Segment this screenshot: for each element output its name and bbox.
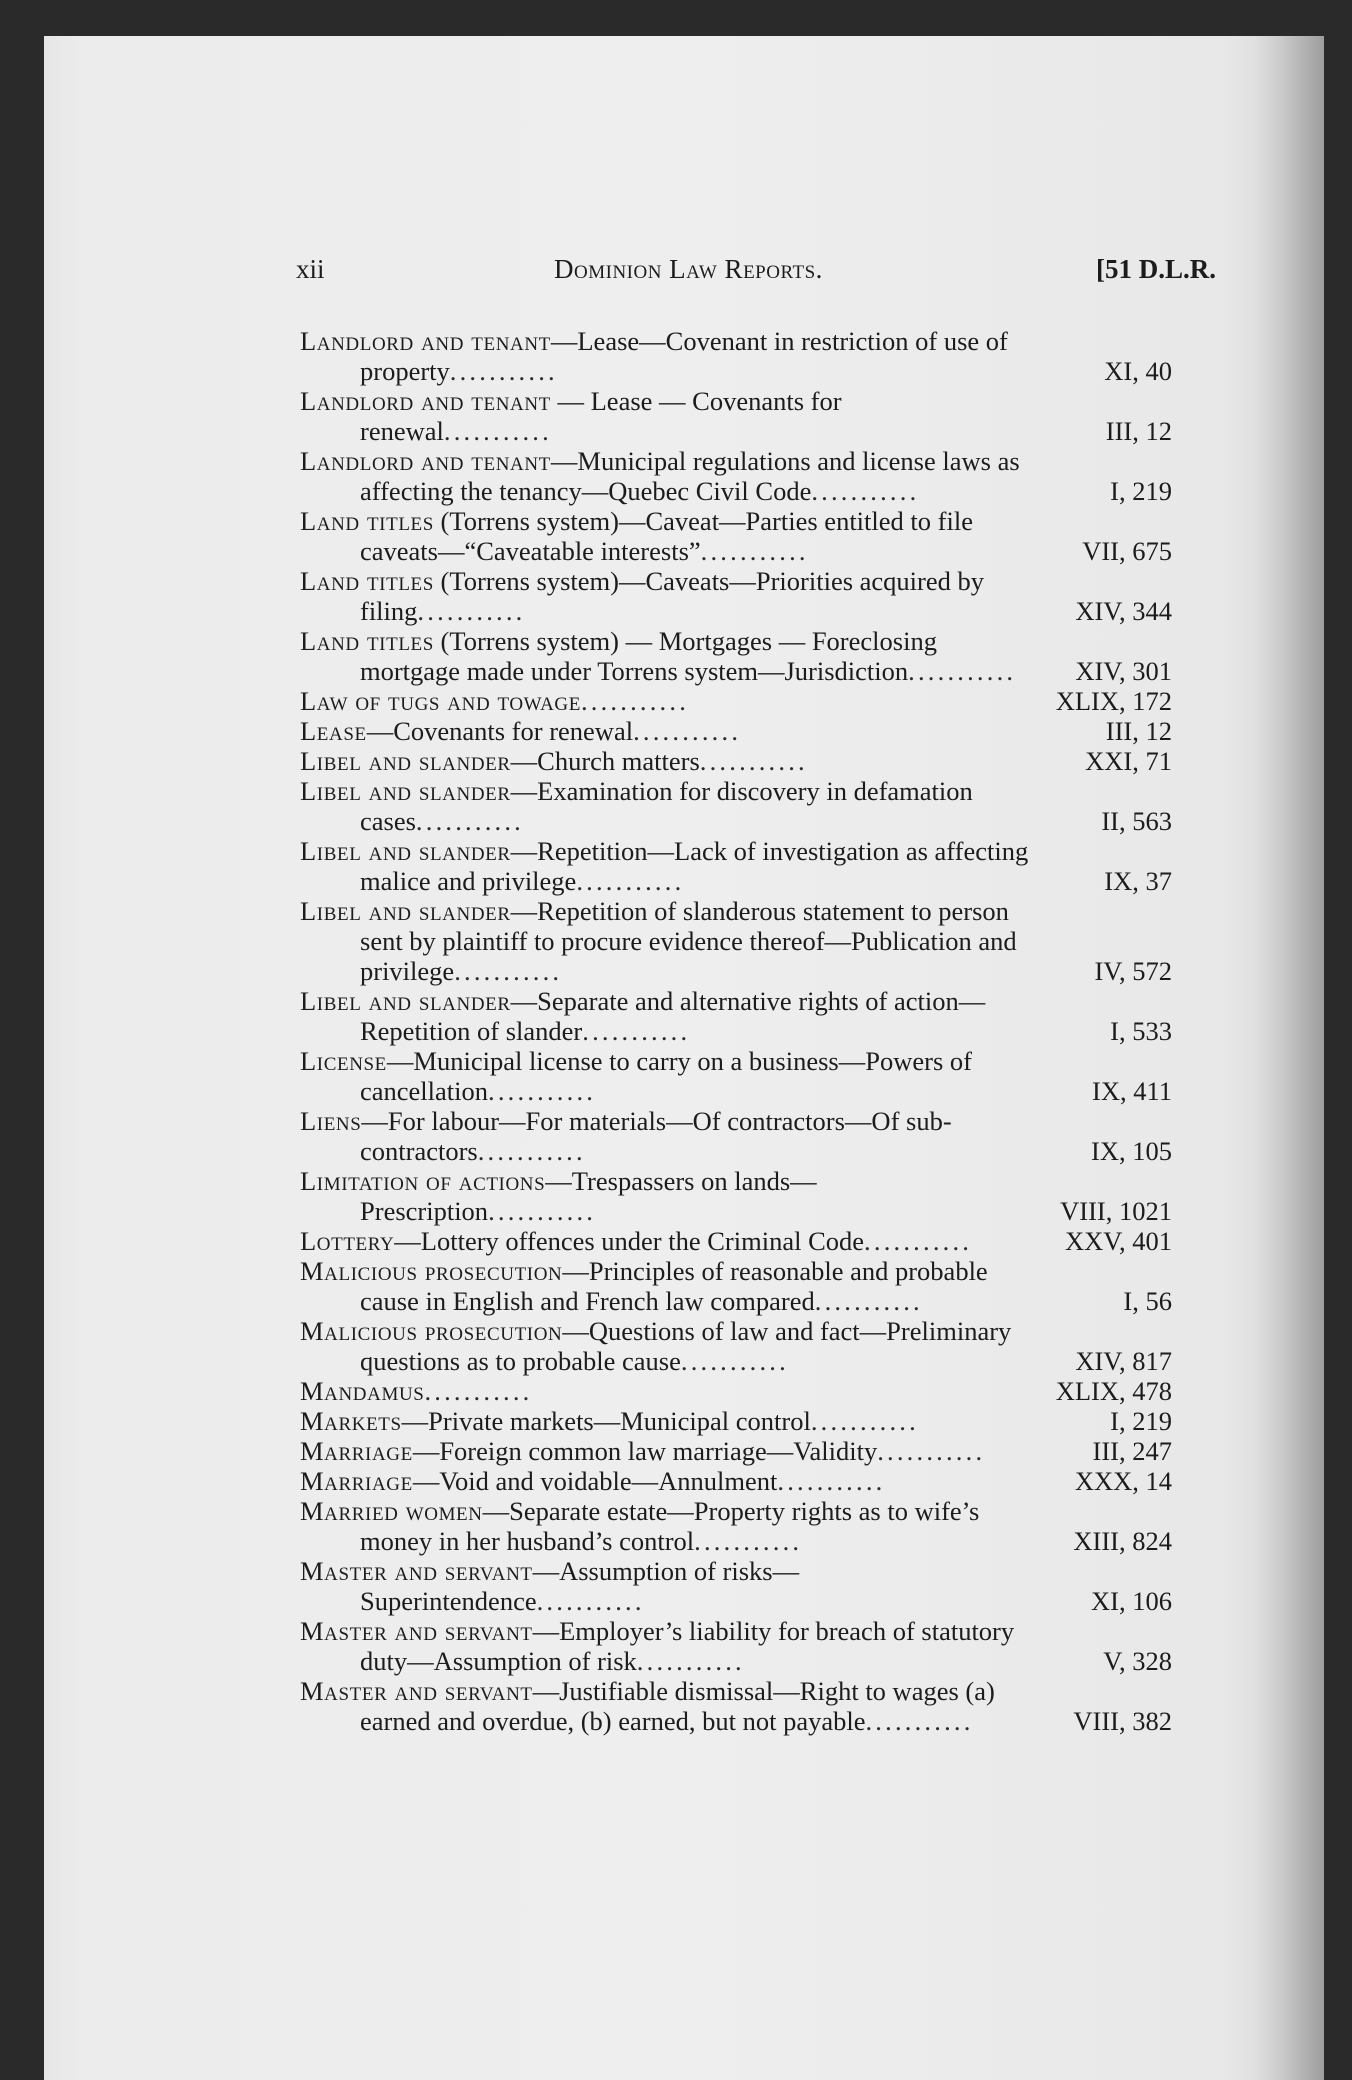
index-entries (300, 326, 1172, 1736)
leader-dots: ........... (633, 716, 742, 746)
entry-citation: VIII, 1021 (1060, 1196, 1172, 1226)
entry-heading: Married women (300, 1496, 483, 1526)
index-entry (300, 1406, 1172, 1436)
index-entry (300, 626, 1172, 686)
entry-description: (Torrens system) — Mortgages — Foreclosing mortgage made under Torrens system—Jurisdiction (360, 626, 937, 686)
entry-heading: Libel and slander (300, 746, 511, 776)
index-entry (300, 386, 1172, 446)
entry-heading: Master and servant (300, 1556, 533, 1586)
entry-heading: Markets (300, 1406, 402, 1436)
entry-heading: Liens (300, 1106, 362, 1136)
volume-reference: [51 D.L.R. (1096, 254, 1216, 284)
entry-citation: XXI, 71 (1085, 746, 1172, 776)
index-entry (300, 446, 1172, 506)
entry-heading: Land titles (300, 566, 434, 596)
entry-description: —Questions of law and fact—Preliminary questions as to probable cause (360, 1316, 1012, 1376)
entry-heading: Landlord and tenant (300, 326, 551, 356)
entry-heading: License (300, 1046, 387, 1076)
entry-citation: IX, 105 (1091, 1136, 1172, 1166)
leader-dots: ........... (536, 1586, 645, 1616)
entry-citation: I, 56 (1123, 1286, 1172, 1316)
entry-citation: IV, 572 (1094, 956, 1172, 986)
leader-dots: ........... (877, 1436, 986, 1466)
entry-heading: Libel and slander (300, 986, 511, 1016)
entry-description: —Assumption of risks—Superintendence (360, 1556, 800, 1616)
entry-citation: III, 12 (1105, 416, 1172, 446)
entry-description: —Lottery offences under the Criminal Code (394, 1226, 865, 1256)
index-entry (300, 566, 1172, 626)
index-entry (300, 1256, 1172, 1316)
page-edge-shadow (1254, 36, 1324, 2080)
entry-heading: Master and servant (300, 1676, 533, 1706)
index-entry (300, 686, 1172, 716)
entry-heading: Lease (300, 716, 367, 746)
entry-heading: Land titles (300, 626, 434, 656)
entry-heading: Master and servant (300, 1616, 533, 1646)
leader-dots: ........... (810, 1406, 919, 1436)
entry-description: —Lease—Covenant in restriction of use of property (360, 326, 1008, 386)
entry-heading: Lottery (300, 1226, 395, 1256)
leader-dots: ........... (700, 536, 809, 566)
leader-dots: ........... (417, 596, 526, 626)
entry-description: —Repetition of slanderous statement to person sent by plaintiff to procure evidence thereof—Publication and privilege (360, 896, 1017, 986)
entry-citation: XIV, 817 (1075, 1346, 1172, 1376)
entry-description: —Municipal license to carry on a business—Powers of cancellation (360, 1046, 972, 1106)
entry-description: — Lease — Covenants for renewal (360, 386, 842, 446)
entry-heading: Malicious prosecution (300, 1256, 563, 1286)
entry-heading: Landlord and tenant (300, 386, 551, 416)
leader-dots: ........... (636, 1646, 745, 1676)
entry-heading: Libel and slander (300, 776, 511, 806)
entry-description: —Examination for discovery in defamation cases (360, 776, 973, 836)
leader-dots: ........... (488, 1196, 597, 1226)
entry-description: —Principles of reasonable and probable cause in English and French law compared (360, 1256, 988, 1316)
leader-dots: ........... (865, 1706, 974, 1736)
entry-heading: Land titles (300, 506, 434, 536)
entry-description: —Separate and alternative rights of action—Repetition of slander (360, 986, 986, 1046)
leader-dots: ........... (449, 356, 558, 386)
entry-citation: V, 328 (1103, 1646, 1172, 1676)
leader-dots: ........... (699, 746, 808, 776)
index-entry (300, 896, 1172, 986)
entry-citation: XIII, 824 (1073, 1526, 1172, 1556)
entry-heading: Marriage (300, 1466, 413, 1496)
book-page (44, 36, 1324, 2080)
entry-description: —Separate estate—Property rights as to wife’s money in her husband’s control (360, 1496, 980, 1556)
entry-citation: XIV, 301 (1075, 656, 1172, 686)
entry-citation: VIII, 382 (1073, 1706, 1172, 1736)
entry-description: —Void and voidable—Annulment (412, 1466, 778, 1496)
entry-heading: Limitation of actions (300, 1166, 546, 1196)
index-entry (300, 1106, 1172, 1166)
entry-heading: Marriage (300, 1436, 413, 1466)
index-entry (300, 1166, 1172, 1226)
leader-dots: ........... (680, 1346, 789, 1376)
leader-dots: ........... (576, 866, 685, 896)
entry-citation: XI, 106 (1091, 1586, 1172, 1616)
leader-dots: ........... (777, 1466, 886, 1496)
index-entry (300, 1436, 1172, 1466)
entry-heading: Libel and slander (300, 836, 511, 866)
entry-heading: Law of tugs and towage (300, 686, 581, 716)
index-entry (300, 1676, 1172, 1736)
leader-dots: ........... (443, 416, 552, 446)
leader-dots: ........... (415, 806, 524, 836)
entry-description: —For labour—For materials—Of contractors—Of sub-contractors (360, 1106, 952, 1166)
leader-dots: ........... (424, 1376, 533, 1406)
entry-description: (Torrens system)—Caveat—Parties entitled to file caveats—“Caveatable interests” (360, 506, 973, 566)
entry-description: —Covenants for renewal (366, 716, 634, 746)
leader-dots: ........... (488, 1076, 597, 1106)
entry-citation: XXX, 14 (1074, 1466, 1172, 1496)
index-entry (300, 746, 1172, 776)
leader-dots: ........... (580, 686, 690, 716)
entry-citation: IX, 411 (1092, 1076, 1172, 1106)
entry-description: —Employer’s liability for breach of statutory duty—Assumption of risk (360, 1616, 1015, 1676)
entry-heading: Libel and slander (300, 896, 511, 926)
entry-description: —Foreign common law marriage—Validity (412, 1436, 878, 1466)
index-entry (300, 1046, 1172, 1106)
index-entry (300, 326, 1172, 386)
index-entry (300, 1496, 1172, 1556)
entry-citation: VII, 675 (1082, 536, 1172, 566)
entry-citation: III, 12 (1105, 716, 1172, 746)
leader-dots: ........... (694, 1526, 803, 1556)
entry-heading: Landlord and tenant (300, 446, 551, 476)
leader-dots: ........... (811, 476, 920, 506)
index-entry (300, 716, 1172, 746)
leader-dots: ........... (477, 1136, 586, 1166)
index-entry (300, 836, 1172, 896)
leader-dots: ........... (908, 656, 1017, 686)
entry-heading: Mandamus (300, 1376, 425, 1406)
page-number: xii (296, 254, 325, 284)
entry-citation: I, 533 (1110, 1016, 1172, 1046)
index-entry (300, 1316, 1172, 1376)
entry-citation: III, 247 (1092, 1436, 1172, 1466)
index-entry (300, 1226, 1172, 1256)
entry-description: —Trespassers on lands—Prescription (360, 1166, 817, 1226)
leader-dots: ........... (454, 956, 563, 986)
entry-citation: I, 219 (1110, 476, 1172, 506)
entry-description: —Municipal regulations and license laws as affecting the tenancy—Quebec Civil Code (360, 446, 1020, 506)
index-entry (300, 1616, 1172, 1676)
entry-description: —Justifiable dismissal—Right to wages (a) earned and overdue, (b) earned, but not payable (360, 1676, 995, 1736)
entry-description: —Repetition—Lack of investigation as affecting malice and privilege (360, 836, 1029, 896)
entry-citation: I, 219 (1110, 1406, 1172, 1436)
index-entry (300, 776, 1172, 836)
entry-citation: XIV, 344 (1075, 596, 1172, 626)
index-entry (300, 1376, 1172, 1406)
running-header (296, 254, 1216, 294)
entry-description: —Private markets—Municipal control (401, 1406, 811, 1436)
leader-dots: ........... (814, 1286, 923, 1316)
entry-description: (Torrens system)—Caveats—Priorities acquired by filing (360, 566, 985, 626)
index-entry (300, 1556, 1172, 1616)
running-title: Dominion Law Reports. (554, 254, 823, 284)
entry-citation: XLIX, 172 (1055, 686, 1172, 716)
entry-citation: II, 563 (1101, 806, 1172, 836)
entry-citation: IX, 37 (1104, 866, 1172, 896)
index-entry (300, 506, 1172, 566)
entry-description: —Church matters (510, 746, 700, 776)
leader-dots: ........... (582, 1016, 691, 1046)
leader-dots: ........... (864, 1226, 973, 1256)
entry-citation: XXV, 401 (1065, 1226, 1172, 1256)
entry-citation: XI, 40 (1104, 356, 1172, 386)
index-entry (300, 986, 1172, 1046)
entry-heading: Malicious prosecution (300, 1316, 563, 1346)
index-entry (300, 1466, 1172, 1496)
entry-citation: XLIX, 478 (1055, 1376, 1172, 1406)
